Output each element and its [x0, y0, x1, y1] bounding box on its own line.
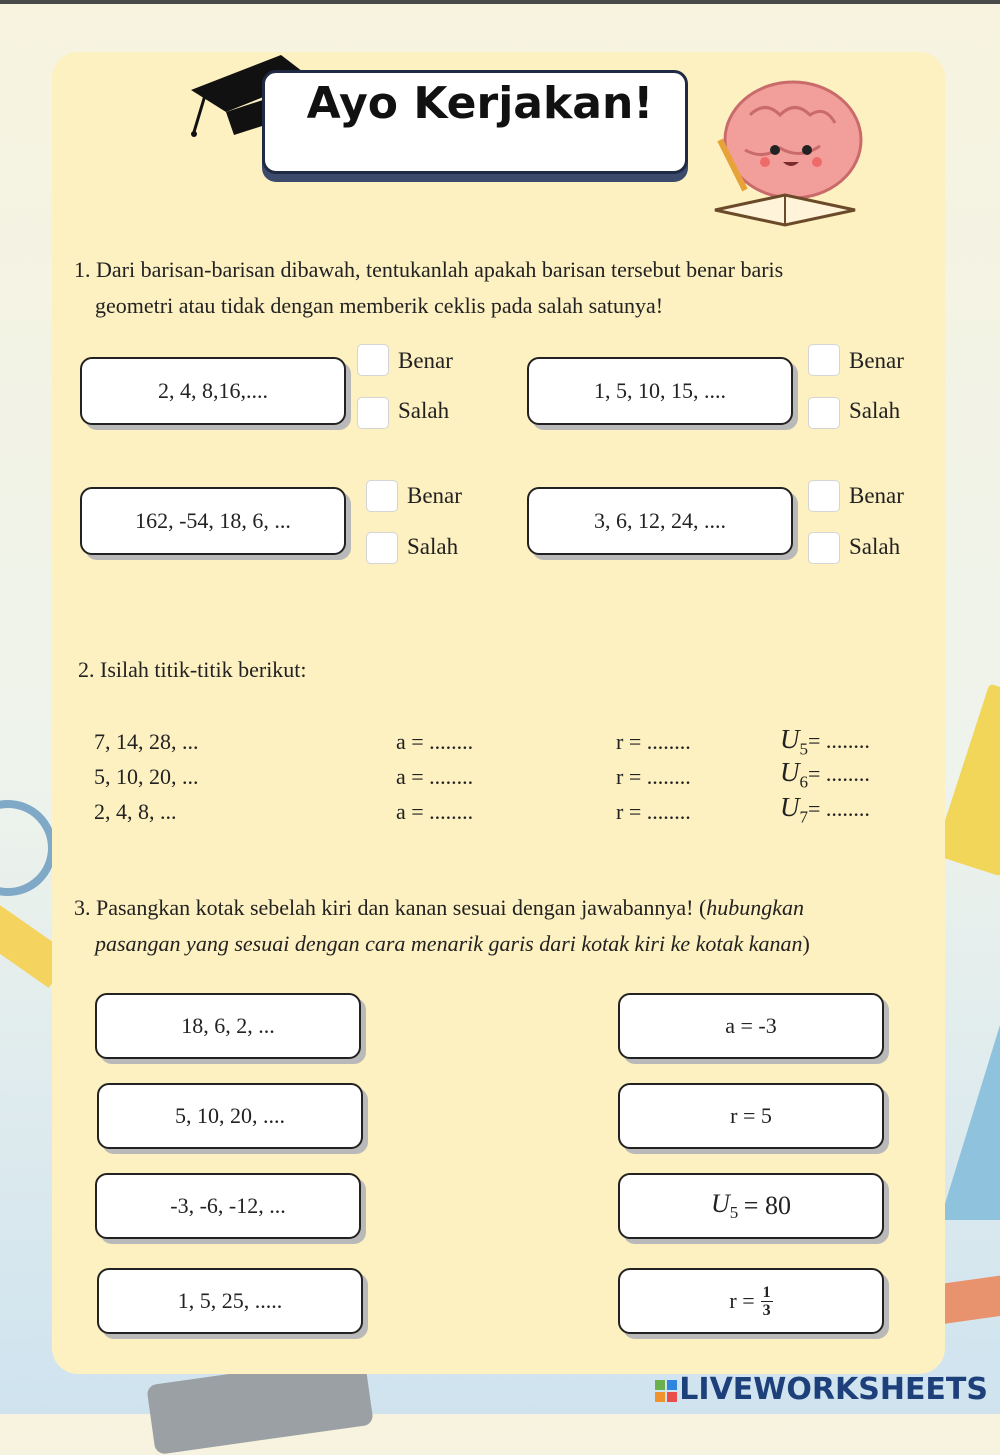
match-right-box[interactable]	[618, 1268, 884, 1334]
option-label: Benar	[398, 348, 453, 373]
question-text-italic: pasangan yang sesuai dengan cara menarik garis dari kotak kiri ke kotak kanan	[95, 931, 803, 956]
sequence-text: 5, 10, 20, ...	[94, 764, 199, 789]
a-blank[interactable]: a = ........	[396, 764, 474, 789]
u-subscript: 5	[799, 739, 808, 759]
top-rule	[0, 0, 1000, 4]
triangle-ruler-decoration	[940, 960, 1000, 1220]
match-text: -3, -6, -12, ...	[170, 1193, 286, 1218]
brain-mascot-icon	[705, 70, 870, 230]
liveworksheets-logo-icon	[655, 1380, 677, 1402]
liveworksheets-logo	[655, 1372, 988, 1407]
sequence-box	[527, 357, 793, 425]
option-label: Salah	[407, 534, 459, 559]
benar-checkbox[interactable]	[808, 480, 840, 512]
a-blank[interactable]: a = ........	[396, 729, 474, 754]
match-left-box[interactable]	[97, 1083, 363, 1149]
match-left-box[interactable]	[95, 1173, 361, 1239]
match-text: 1, 5, 25, .....	[177, 1288, 283, 1313]
match-right-box[interactable]	[618, 1083, 884, 1149]
match-left-box[interactable]	[97, 1268, 363, 1334]
u-tail: = ........	[808, 761, 870, 786]
u-blank[interactable]	[780, 757, 870, 792]
sequence-text: 3, 6, 12, 24, ....	[594, 508, 726, 533]
fraction-numerator: 1	[762, 1283, 771, 1301]
sequence-box	[80, 357, 346, 425]
r-blank[interactable]: r = ........	[616, 729, 691, 754]
sequence-text: 2, 4, 8,16,....	[158, 378, 268, 403]
salah-checkbox[interactable]	[808, 397, 840, 429]
u-tail: = ........	[808, 796, 870, 821]
question-number: 1.	[74, 257, 91, 282]
salah-checkbox[interactable]	[808, 532, 840, 564]
question-number: 2.	[78, 657, 95, 682]
fraction	[761, 1284, 773, 1319]
match-text: a = -3	[725, 1013, 777, 1038]
sequence-text: 7, 14, 28, ...	[94, 729, 199, 754]
option-label: Benar	[849, 348, 904, 373]
r-blank[interactable]: r = ........	[616, 764, 691, 789]
sequence-text: 1, 5, 10, 15, ....	[594, 378, 726, 403]
question-text: )	[802, 931, 810, 956]
match-right-box[interactable]	[618, 1173, 884, 1239]
question-1	[74, 252, 914, 324]
sequence-box	[80, 487, 346, 555]
u-letter: U	[780, 792, 800, 822]
u-subscript: 6	[799, 772, 808, 792]
match-text: = 80	[743, 1191, 791, 1220]
match-text: r = 5	[730, 1103, 772, 1128]
benar-checkbox[interactable]	[808, 344, 840, 376]
option-label: Salah	[849, 398, 901, 423]
question-text: Pasangkan kotak sebelah kiri dan kanan sesuai dengan jawabannya! (	[96, 895, 707, 920]
magnifier-decoration	[0, 800, 56, 896]
brand-text: LIVEWORKSHEETS	[679, 1372, 988, 1407]
u-letter: U	[711, 1188, 730, 1218]
match-text: 18, 6, 2, ...	[181, 1013, 275, 1038]
a-blank[interactable]: a = ........	[396, 799, 474, 824]
page-title: Ayo Kerjakan!	[306, 78, 654, 129]
benar-checkbox[interactable]	[366, 480, 398, 512]
question-text: Isilah titik-titik berikut:	[100, 657, 307, 682]
u-tail: = ........	[808, 728, 870, 753]
salah-checkbox[interactable]	[357, 397, 389, 429]
u-subscript: 7	[799, 807, 808, 827]
question-text-italic: hubungkan	[706, 895, 805, 920]
sequence-box	[527, 487, 793, 555]
question-text: Dari barisan-barisan dibawah, tentukanlah apakah barisan tersebut benar baris	[96, 257, 784, 282]
option-label: Benar	[849, 483, 904, 508]
option-label: Benar	[407, 483, 462, 508]
sequence-text: 2, 4, 8, ...	[94, 799, 177, 824]
question-number: 3.	[74, 895, 91, 920]
sequence-text: 162, -54, 18, 6, ...	[135, 508, 291, 533]
fraction-denominator: 3	[762, 1301, 771, 1319]
u-blank[interactable]	[780, 792, 870, 827]
u-letter: U	[780, 757, 800, 787]
salah-checkbox[interactable]	[366, 532, 398, 564]
option-label: Salah	[398, 398, 450, 423]
question-2	[78, 652, 307, 688]
match-text: 5, 10, 20, ....	[175, 1103, 285, 1128]
question-text: geometri atau tidak dengan memberik ceklis pada salah satunya!	[95, 293, 664, 318]
u-letter: U	[780, 724, 800, 754]
question-3	[74, 890, 924, 962]
benar-checkbox[interactable]	[357, 344, 389, 376]
option-label: Salah	[849, 534, 901, 559]
r-blank[interactable]: r = ........	[616, 799, 691, 824]
u-subscript: 5	[729, 1203, 739, 1223]
match-text: r =	[729, 1288, 755, 1313]
match-right-box[interactable]	[618, 993, 884, 1059]
match-left-box[interactable]	[95, 993, 361, 1059]
u-blank[interactable]	[780, 724, 870, 759]
